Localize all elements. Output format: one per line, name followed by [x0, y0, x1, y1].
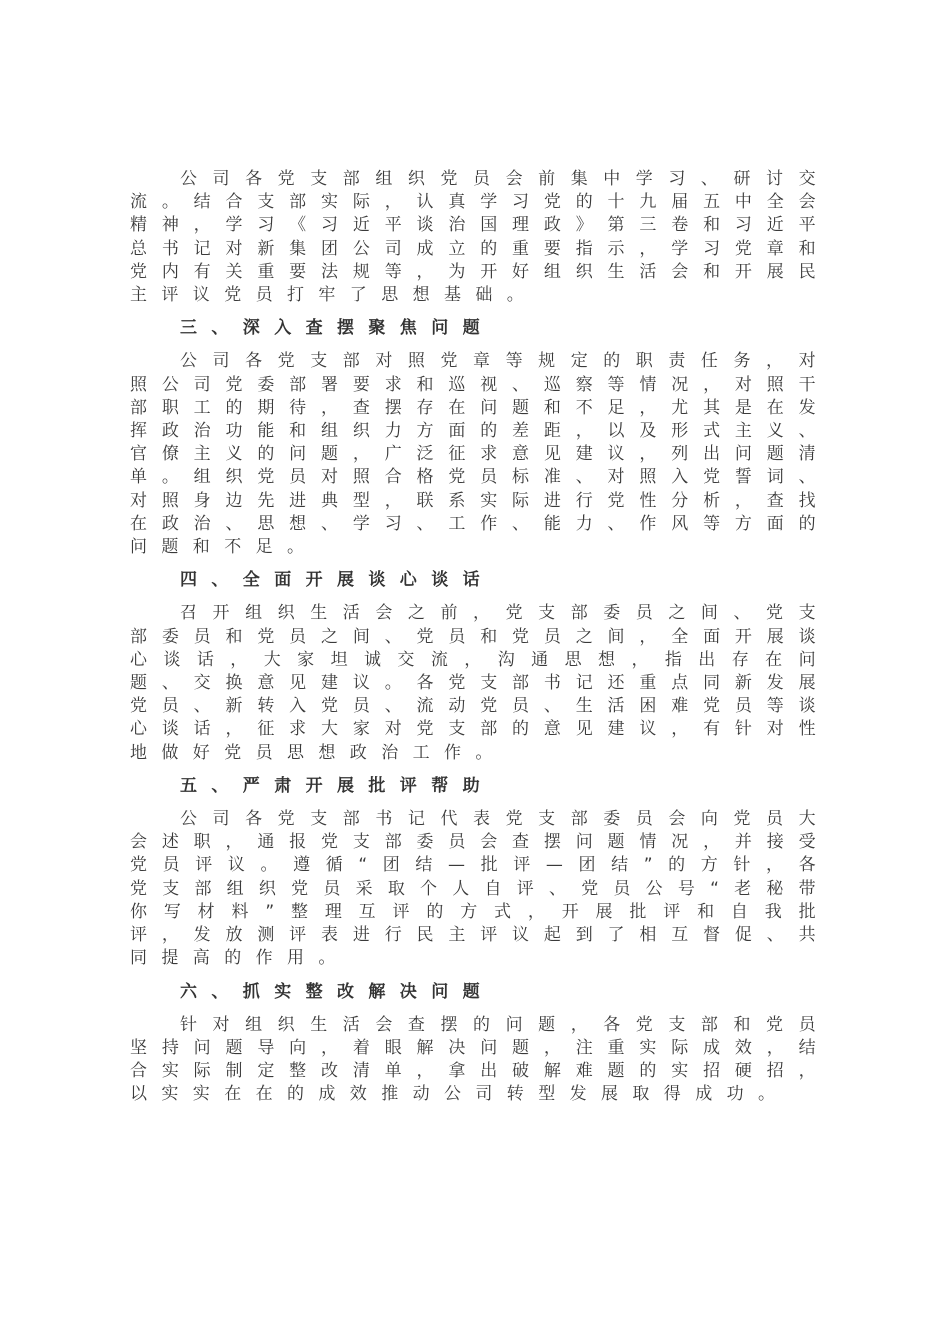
heading-criticism: 五、严肃开展批评帮助: [180, 775, 494, 796]
paragraph-find-problems: 公司各党支部对照党章等规定的职责任务，对照公司党委部署要求和巡视、巡察等情况，对照干部职工的期待，查摆存在问题和不足，尤其是在发挥政治功能和组织力方面的差距，以及形式主义、官僚主义的问题，广泛征求意见建议，列出问题清单。组织党员对照合格党员标准、对照入党誓词、对照身边先进典型，联系实际进行党性分析，查找在政治、思想、学习、工作、能力、作风等方面的问题和不足。: [130, 351, 830, 558]
heading-rectification: 六、抓实整改解决问题: [180, 981, 494, 1002]
heading-find-problems: 三、深入查摆聚焦问题: [180, 318, 494, 339]
heading-heart-talks: 四、全面开展谈心谈话: [180, 570, 494, 591]
paragraph-criticism: 公司各党支部书记代表党支部委员会向党员大会述职，通报党支部委员会查摆问题情况，并接受党员评议。遵循“团结—批评—团结”的方针，各党支部组织党员采取个人自评、党员公号“老秘带你写材料”整理互评的方式，开展批评和自我批评，发放测评表进行民主评议起到了相互督促、共同提高的作用。: [130, 809, 830, 969]
paragraph-rectification: 针对组织生活会查摆的问题，各党支部和党员坚持问题导向，着眼解决问题，注重实际成效，结合实际制定整改清单，拿出破解难题的实招硬招，以实实在在的成效推动公司转型发展取得成功。: [130, 1014, 830, 1105]
document-page: [130, 168, 830, 1107]
paragraph-study: 公司各党支部组织党员会前集中学习、研讨交流。结合支部实际，认真学习党的十九届五中全会精神，学习《习近平谈治国理政》第三卷和习近平总书记对新集团公司成立的重要指示，学习党章和党内有关重要法规等，为开好组织生活会和开展民主评议党员打牢了思想基础。: [130, 169, 830, 306]
paragraph-heart-talks: 召开组织生活会之前，党支部委员之间、党支部委员和党员之间、党员和党员之间，全面开展谈心谈话，大家坦诚交流，沟通思想，指出存在问题、交换意见建议。各党支部书记还重点同新发展党员、新转入党员、流动党员、生活困难党员等谈心谈话，征求大家对党支部的意见建议，有针对性地做好党员思想政治工作。: [130, 603, 830, 763]
